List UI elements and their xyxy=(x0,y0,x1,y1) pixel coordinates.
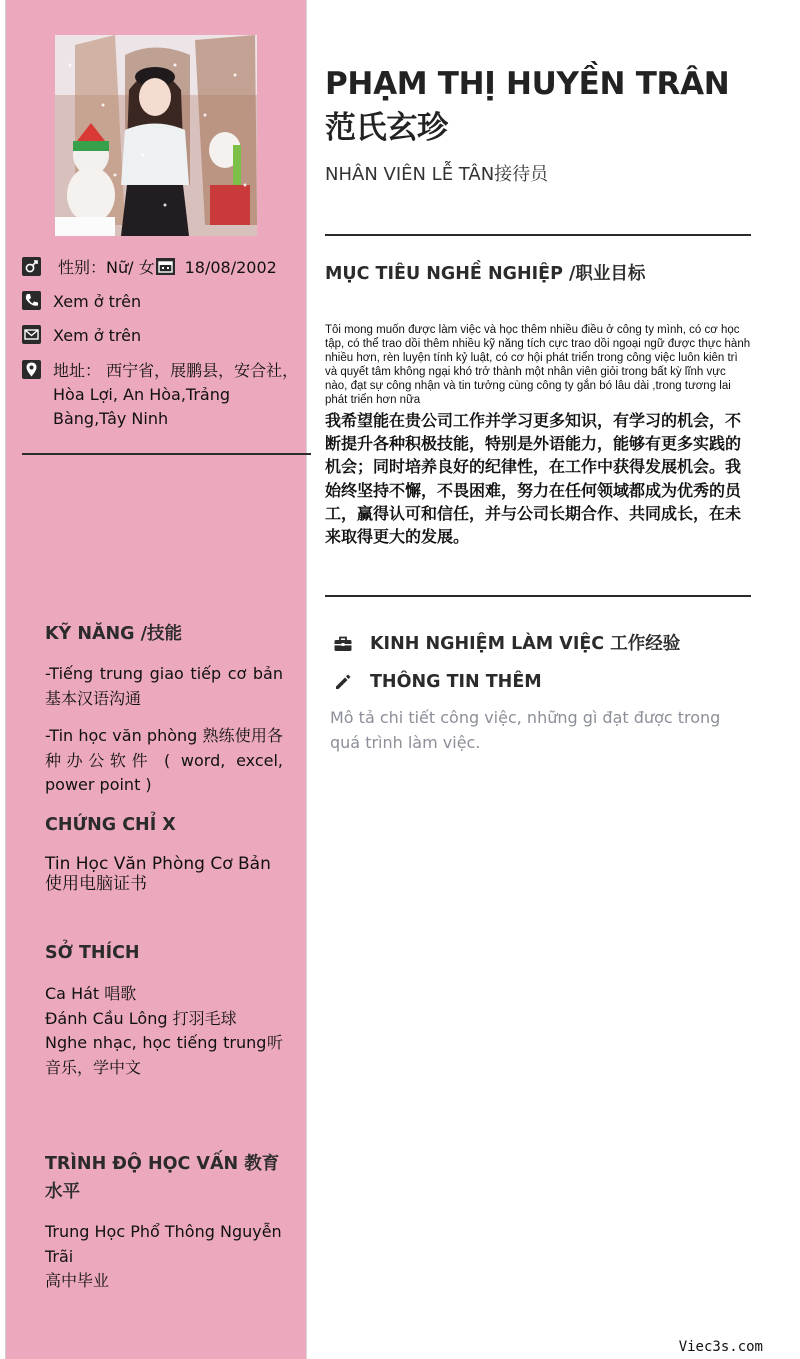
objective-text-zh: 我希望能在贵公司工作并学习更多知识，有学习的机会，不断提升各种积极技能，特别是外语能力，能够有更多实践的机会；同时培养良好的纪律性，在工作中获得发展机会。我始终坚持不懈，不畏困难，努力在任何领域都成为优秀的员工，赢得认可和信任，并与公司长期合作、共同成长，在未来取得更大的发展。 xyxy=(325,411,742,547)
phone-row xyxy=(22,290,308,316)
gender-birth-row xyxy=(22,256,308,282)
skill-item: -Tin học văn phòng 熟练使用各种办公软件 ( word, excel, power point ) xyxy=(45,726,283,794)
objective-divider xyxy=(325,595,751,597)
skill-item: -Tiếng trung giao tiếp cơ bản 基本汉语沟通 xyxy=(45,664,283,708)
email-icon xyxy=(22,325,41,344)
certificate-line: 使用电脑证书 xyxy=(45,874,147,894)
certificate-line: Tin Học Văn Phòng Cơ Bản xyxy=(45,854,271,874)
header-divider xyxy=(325,234,751,236)
objective-heading: MỤC TIÊU NGHỀ NGHIỆP /职业目标 xyxy=(325,264,646,284)
experience-heading: KINH NGHIỆM LÀM VIỆC 工作经验 xyxy=(370,634,681,654)
briefcase-icon xyxy=(333,634,353,654)
certificates-section xyxy=(45,811,283,894)
skills-heading: KỸ NĂNG /技能 xyxy=(45,624,183,644)
hobby-line: Nghe nhạc, học tiếng trung听音乐，学中文 xyxy=(45,1033,283,1077)
address-row xyxy=(22,359,308,435)
hobbies-heading: SỞ THÍCH xyxy=(45,943,140,963)
hobbies-section xyxy=(45,939,283,1080)
more-info-heading: THÔNG TIN THÊM xyxy=(370,672,542,692)
objective-text-vi: Tôi mong muốn được làm việc và học thêm nhiều điều ở công ty mình, có cơ học tập, có thể trao dồi thêm nhiều kỹ năng tích cực trao dồi ngoại ngữ được thực hành nhiều hơn, rèn luyện tính kỷ luật, có cơ hội phát triển trong công việc luôn kiên trì và quyết tâm không ngại khó trở thành một nhân viên giỏi trong bất kỳ lĩnh vực nào, đạt sự công nhận và tin tưởng cùng công ty gắn bó lâu dài ,trong tương lai phát triển hơn nữa xyxy=(325,324,751,406)
skills-section xyxy=(45,620,283,798)
education-section xyxy=(45,1150,283,1294)
sidebar xyxy=(5,0,307,1359)
location-pin-icon xyxy=(22,360,41,379)
certificates-heading: CHỨNG CHỈ X xyxy=(45,815,176,835)
more-info-placeholder[interactable]: Mô tả chi tiết công việc, những gì đạt được trong quá trình làm việc. xyxy=(330,708,721,752)
education-line: Trung Học Phổ Thông Nguyễn Trãi xyxy=(45,1222,282,1266)
gender-icon xyxy=(22,257,41,276)
email-row xyxy=(22,324,308,350)
job-title: NHÂN VIÊN LỄ TÂN接待员 xyxy=(325,164,549,185)
birthdate-text: 18/08/2002 xyxy=(184,258,277,277)
candidate-name: PHẠM THỊ HUYỀN TRÂN 范氏玄珍 xyxy=(325,66,730,146)
phone-icon xyxy=(22,291,41,310)
hobby-line: Đánh Cầu Lông 打羽毛球 xyxy=(45,1008,237,1028)
calendar-icon xyxy=(156,258,175,275)
phone-text: Xem ở trên xyxy=(53,292,142,311)
pencil-icon xyxy=(333,672,353,692)
email-text: Xem ở trên xyxy=(53,326,142,345)
education-heading: TRÌNH ĐỘ HỌC VẤN 教育水平 xyxy=(45,1154,280,1202)
sidebar-divider xyxy=(22,453,311,455)
education-line: 高中毕业 xyxy=(45,1271,110,1290)
address-text: 地址： 西宁省，展鹏县，安合社，Hòa Lợi, An Hòa,Trảng Bàng,Tây Ninh xyxy=(53,361,299,428)
hobby-line: Ca Hát 唱歌 xyxy=(45,984,137,1003)
brand-watermark: Viec3s.com xyxy=(678,1339,763,1355)
profile-photo xyxy=(55,35,257,236)
gender-text: 性别：Nữ/ 女 xyxy=(58,258,155,277)
